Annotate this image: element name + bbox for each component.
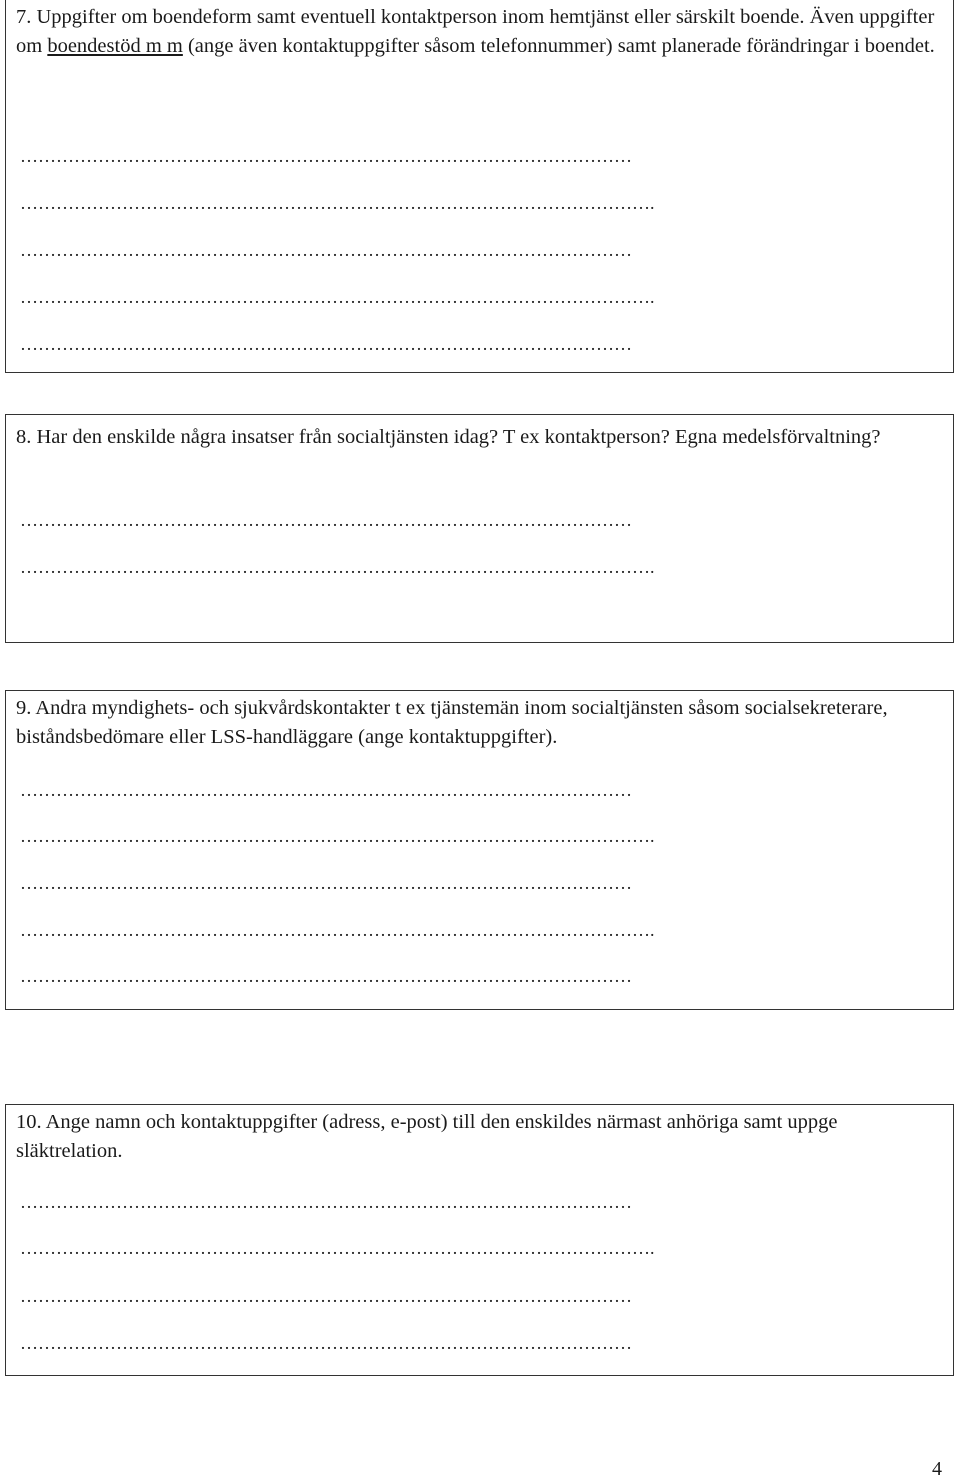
section-7-text-b: (ange även kontaktuppgifter såsom telefonnummer) samt planerade förändringar i boendet. (182, 35, 935, 57)
section-7-answer-line-1[interactable]: ………………………………………………………………………………………… (20, 146, 632, 166)
section-10-answer-line-3[interactable]: ………………………………………………………………………………………… (20, 1286, 632, 1306)
section-10-question: 10. Ange namn och kontaktuppgifter (adress, e-post) till den enskildes närmast anhöriga samt uppge släktrelation. (16, 1111, 838, 1162)
section-10-box (5, 1104, 954, 1376)
section-9-answer-line-4[interactable]: ……………………………………………………………………………………………. (20, 920, 655, 940)
section-7-box (5, 0, 954, 373)
section-9-answer-line-3[interactable]: ………………………………………………………………………………………… (20, 873, 632, 893)
section-7-underlined: boendestöd m m (47, 35, 183, 57)
section-9-answer-line-1[interactable]: ………………………………………………………………………………………… (20, 780, 632, 800)
section-7-answer-line-4[interactable]: ……………………………………………………………………………………………. (20, 287, 655, 307)
section-7-answer-line-2[interactable]: ……………………………………………………………………………………………. (20, 193, 655, 213)
section-10-answer-line-1[interactable]: ………………………………………………………………………………………… (20, 1192, 632, 1212)
section-8-answer-line-2[interactable]: ……………………………………………………………………………………………. (20, 557, 655, 577)
section-7-text-a: 7. Uppgifter om boendeform samt eventuell kontaktperson inom hemtjänst eller särskilt boende. Även uppgifter om (16, 6, 935, 57)
page-number: 4 (932, 1458, 942, 1480)
section-7-answer-line-5[interactable]: ………………………………………………………………………………………… (20, 334, 632, 354)
section-10-answer-line-2[interactable]: ……………………………………………………………………………………………. (20, 1238, 655, 1258)
section-7-question (16, 3, 937, 61)
section-10-answer-line-4[interactable]: ………………………………………………………………………………………… (20, 1333, 632, 1353)
section-9-box (5, 690, 954, 1010)
section-9-answer-line-2[interactable]: ……………………………………………………………………………………………. (20, 826, 655, 846)
section-9-question: 9. Andra myndighets- och sjukvårdskontakter t ex tjänstemän inom socialtjänsten såsom socialsekreterare, biståndsbedömare eller LSS-handläggare (ange kontaktuppgifter). (16, 697, 888, 748)
section-7-answer-line-3[interactable]: ………………………………………………………………………………………… (20, 240, 632, 260)
section-9-answer-line-5[interactable]: ………………………………………………………………………………………… (20, 966, 632, 986)
section-8-answer-line-1[interactable]: ………………………………………………………………………………………… (20, 510, 632, 530)
section-8-box (5, 414, 954, 643)
section-8-question: 8. Har den enskilde några insatser från socialtjänsten idag? T ex kontaktperson? Egna medelsförvaltning? (16, 426, 881, 448)
